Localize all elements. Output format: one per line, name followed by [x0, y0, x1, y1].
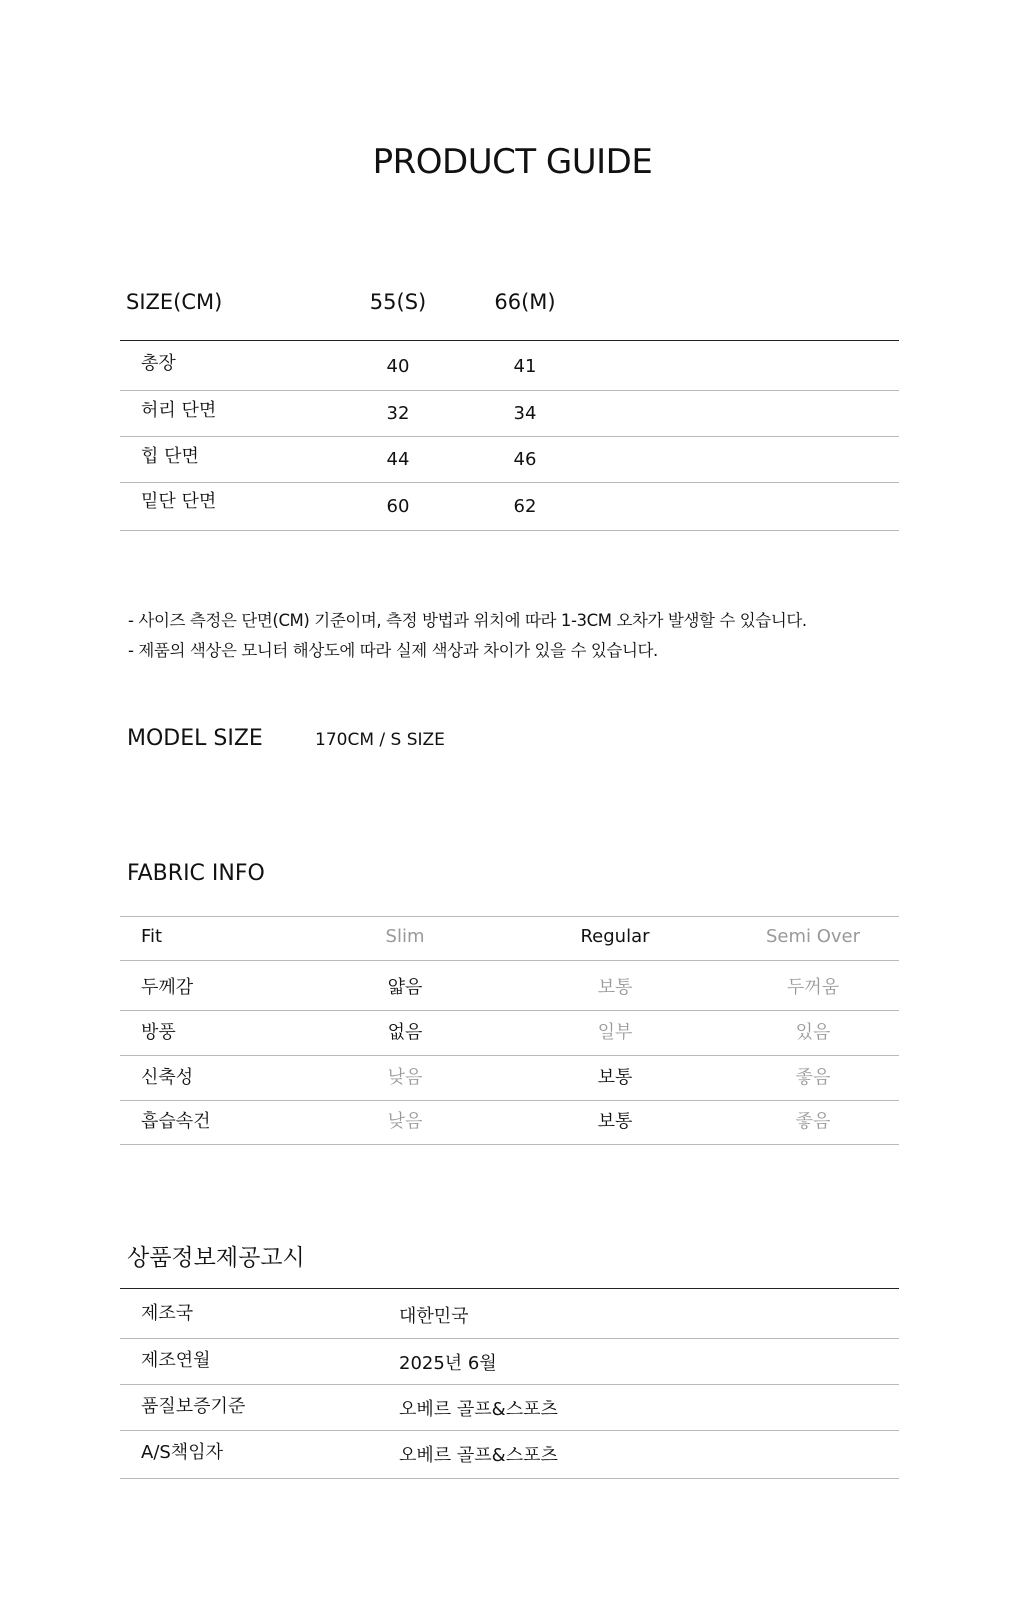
size-row-value-s: 40 — [386, 356, 410, 377]
size-row-value-m: 41 — [513, 356, 537, 377]
fabric-row-label: 두께감 — [141, 977, 194, 998]
size-row-value-s: 32 — [386, 403, 410, 424]
notice-row-value: 2025년 6월 — [399, 1353, 497, 1374]
size-row-label: 허리 단면 — [141, 400, 217, 421]
fabric-row-option: 좋음 — [795, 1111, 831, 1132]
divider — [120, 1100, 899, 1101]
divider — [120, 482, 899, 483]
fabric-row-label: 신축성 — [141, 1067, 194, 1088]
divider — [120, 1055, 899, 1056]
size-header-m: 66(M) — [494, 290, 556, 314]
notice-row-label: A/S책임자 — [141, 1442, 223, 1463]
fabric-row-option: 얇음 — [387, 977, 423, 998]
fabric-row-option: 보통 — [597, 977, 633, 998]
size-row-label: 힙 단면 — [141, 446, 199, 467]
fabric-row-option: 있음 — [795, 1022, 831, 1043]
fabric-row-option: 낮음 — [387, 1111, 423, 1132]
notice-row-label: 제조국 — [141, 1303, 194, 1324]
divider — [120, 340, 899, 341]
size-row-value-s: 44 — [386, 449, 410, 470]
divider — [120, 1010, 899, 1011]
divider — [120, 390, 899, 391]
fabric-fit-option: Slim — [385, 926, 425, 947]
notice-row-label: 품질보증기준 — [141, 1396, 246, 1417]
fabric-row-option: 일부 — [597, 1022, 633, 1043]
fabric-row-option: 두꺼움 — [786, 977, 840, 998]
size-row-value-m: 62 — [513, 496, 537, 517]
notice-row-value: 대한민국 — [399, 1306, 469, 1327]
notice-title: 상품정보제공고시 — [127, 1245, 305, 1271]
color-note: - 제품의 색상은 모니터 해상도에 따라 실제 색상과 차이가 있을 수 있습니다. — [128, 641, 658, 660]
divider — [120, 1478, 899, 1479]
size-header-s: 55(S) — [369, 290, 427, 314]
fabric-row-option: 보통 — [597, 1111, 633, 1132]
fabric-fit-label: Fit — [141, 926, 163, 947]
divider — [120, 1384, 899, 1385]
notice-row-value: 오베르 골프&스포츠 — [399, 1445, 558, 1466]
fabric-row-option: 낮음 — [387, 1067, 423, 1088]
divider — [120, 916, 899, 917]
fabric-fit-option: Regular — [580, 926, 650, 947]
model-size-value: 170CM / S SIZE — [315, 730, 445, 750]
divider — [120, 436, 899, 437]
fabric-row-option: 좋음 — [795, 1067, 831, 1088]
size-header-label: SIZE(CM) — [126, 290, 223, 314]
model-size-label: MODEL SIZE — [127, 726, 263, 751]
fabric-row-label: 흡습속건 — [141, 1111, 211, 1132]
size-row-label: 총장 — [141, 353, 176, 374]
fabric-info-title: FABRIC INFO — [127, 861, 265, 886]
size-row-value-s: 60 — [386, 496, 410, 517]
divider — [120, 1430, 899, 1431]
notice-row-label: 제조연월 — [141, 1350, 211, 1371]
size-row-value-m: 34 — [513, 403, 537, 424]
size-row-label: 밑단 단면 — [141, 491, 217, 512]
divider — [120, 960, 899, 961]
divider — [120, 1144, 899, 1145]
size-row-value-m: 46 — [513, 449, 537, 470]
fabric-fit-option: Semi Over — [765, 926, 861, 947]
divider — [120, 1288, 899, 1289]
divider — [120, 1338, 899, 1339]
fabric-row-label: 방풍 — [141, 1022, 176, 1043]
divider — [120, 530, 899, 531]
fabric-row-option: 보통 — [597, 1067, 633, 1088]
notice-row-value: 오베르 골프&스포츠 — [399, 1399, 558, 1420]
fabric-row-option: 없음 — [387, 1022, 423, 1043]
page-title: PRODUCT GUIDE — [372, 142, 653, 182]
size-note: - 사이즈 측정은 단면(CM) 기준이며, 측정 방법과 위치에 따라 1-3CM 오차가 발생할 수 있습니다. — [128, 611, 807, 630]
